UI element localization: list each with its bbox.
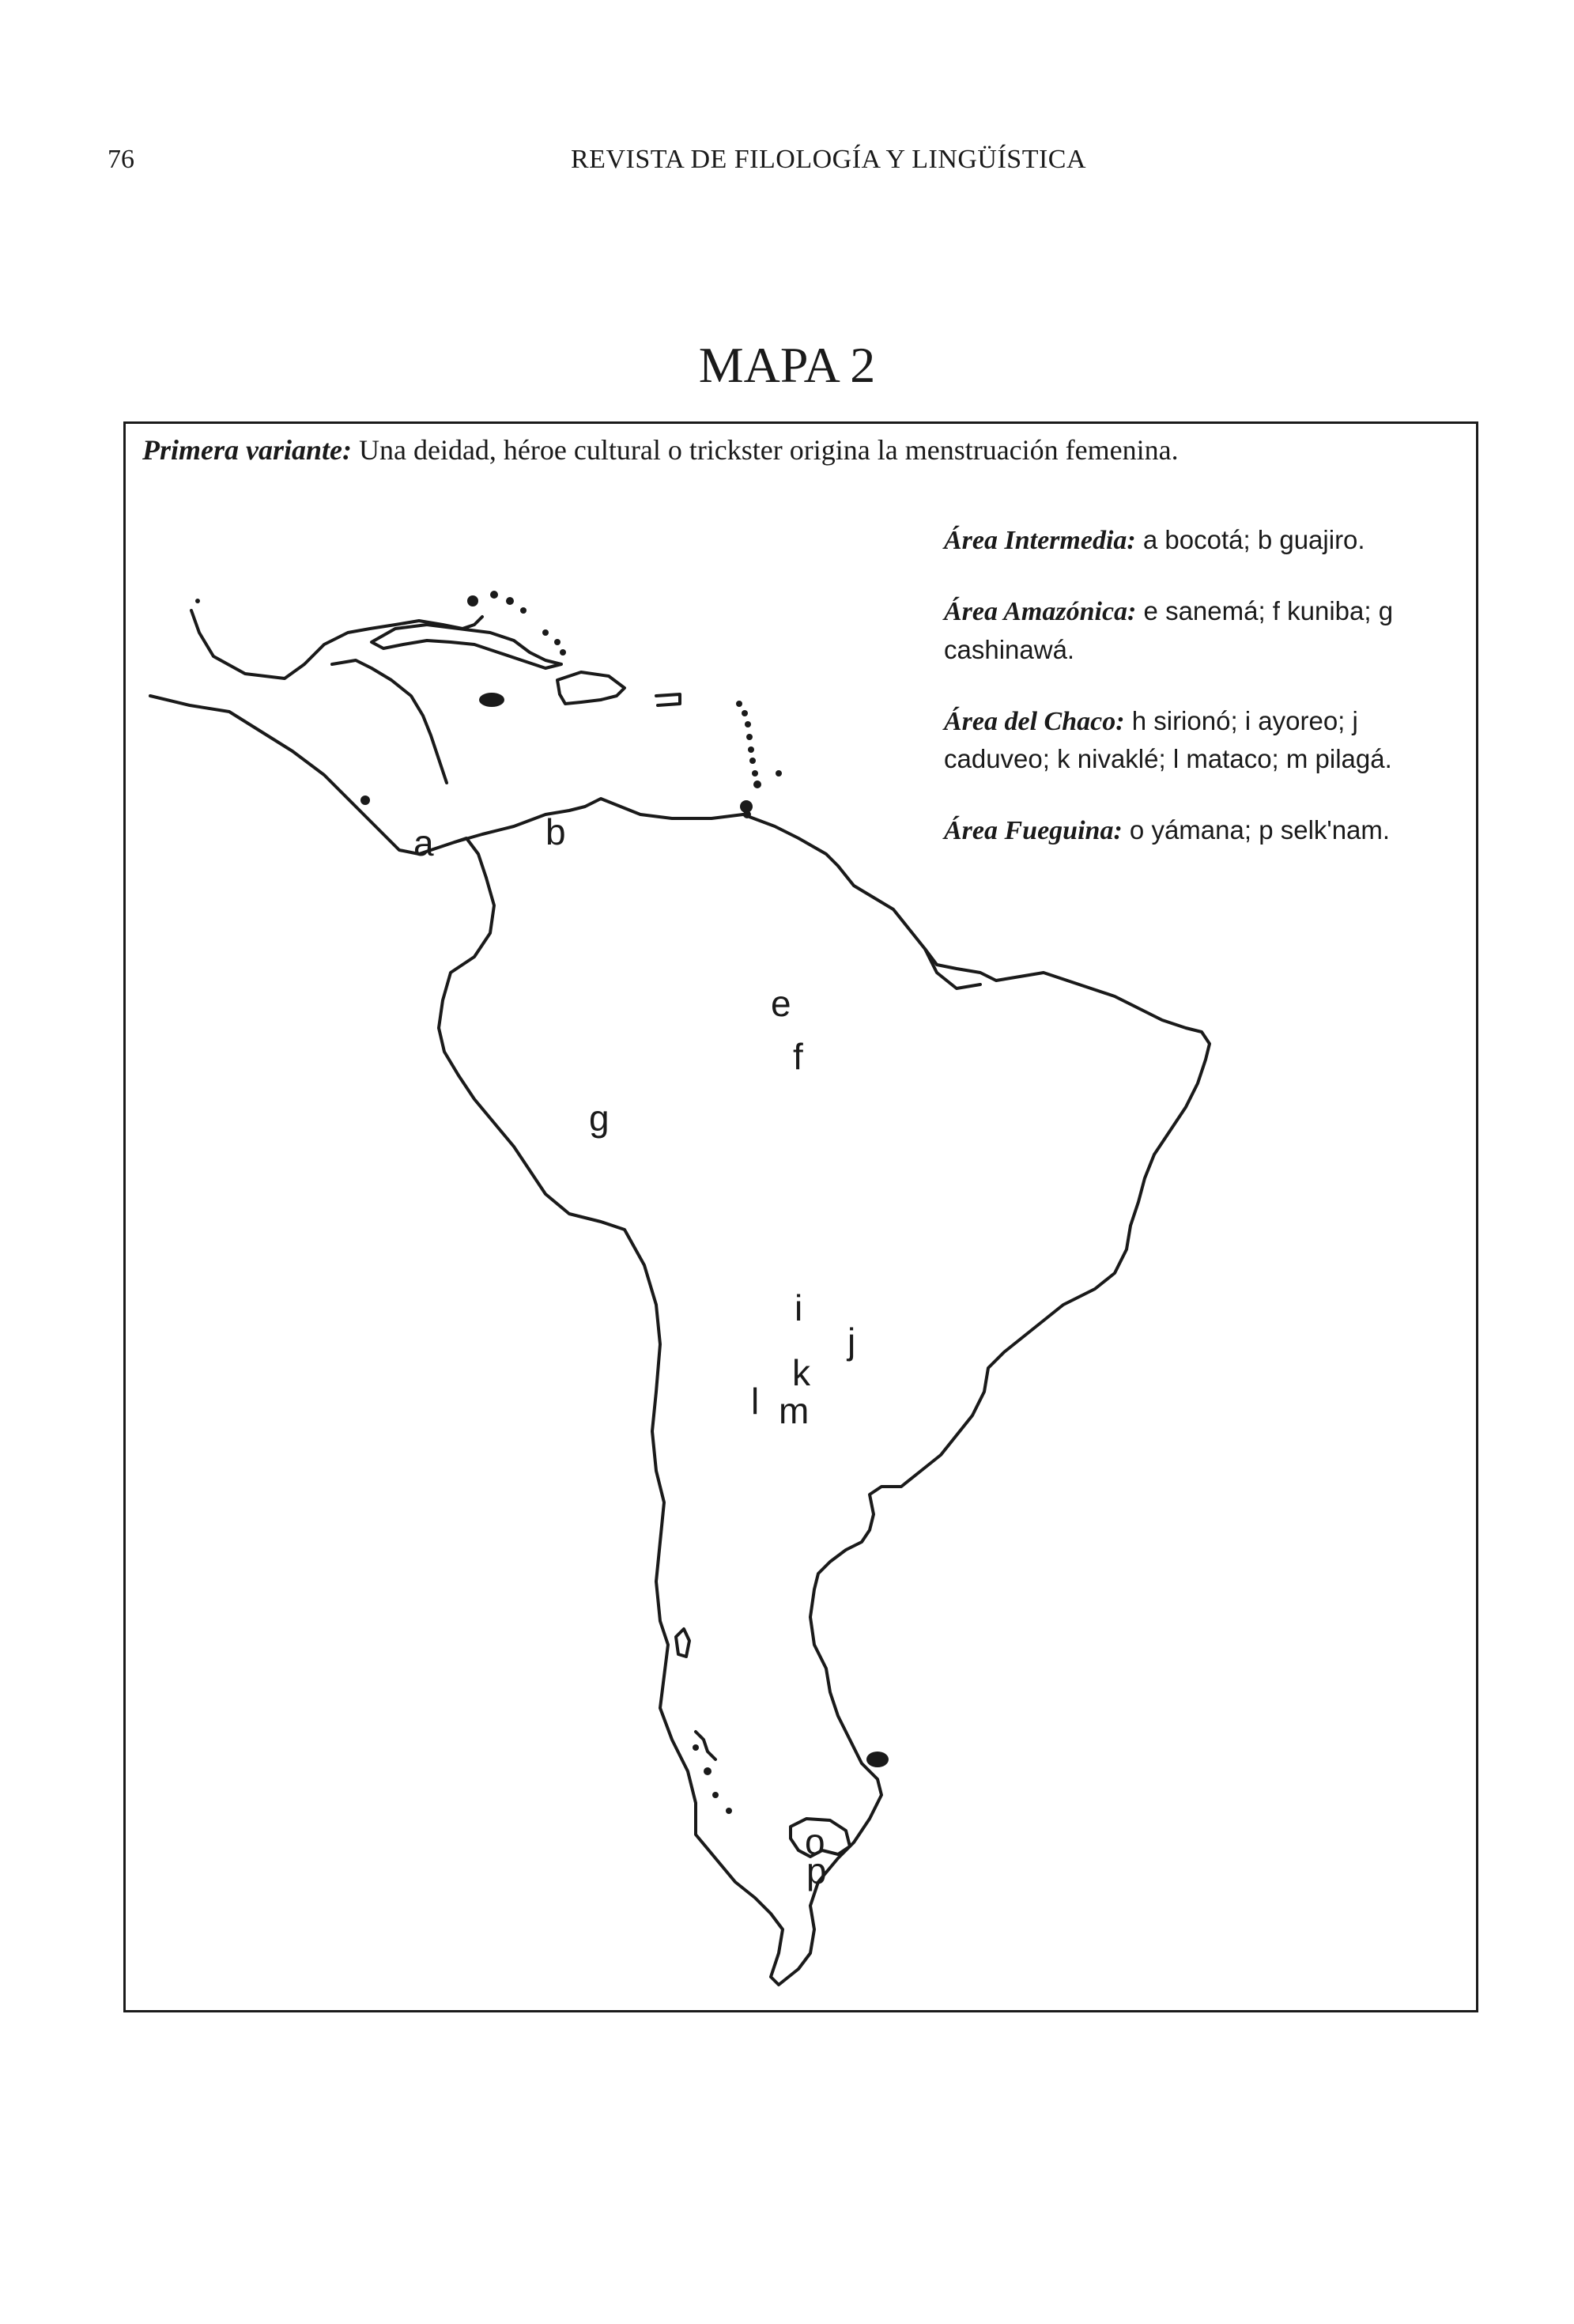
legend-area-name: Área Fueguina: xyxy=(944,816,1123,846)
antilles-island xyxy=(753,780,761,788)
legend-area-name: Área Intermedia: xyxy=(944,526,1136,555)
caribbean-coast xyxy=(455,799,838,866)
yucatan-coast xyxy=(332,660,447,783)
bahamas-island xyxy=(490,591,498,599)
antilles-island xyxy=(736,701,742,707)
map-label-b: b xyxy=(545,811,566,852)
bahamas-island xyxy=(560,649,566,656)
pacific-island xyxy=(360,795,370,805)
bahamas-island xyxy=(542,629,549,636)
map-caption xyxy=(142,433,1179,467)
chiloe-island xyxy=(676,1629,689,1657)
antilles-island xyxy=(745,721,751,727)
page-number: 76 xyxy=(108,145,134,174)
chilean-islet xyxy=(712,1792,719,1798)
legend-area-languages: h sirionó; i ayoreo; j caduveo; k nivaklé; l mataco; m pilagá. xyxy=(944,705,1392,774)
map-title: MAPA 2 xyxy=(698,337,876,393)
legend-entry xyxy=(944,703,1450,780)
map-label-o: o xyxy=(805,1821,825,1862)
map-label-l: l xyxy=(751,1381,760,1422)
legend-entry xyxy=(944,812,1450,850)
map-label-e: e xyxy=(771,983,791,1024)
antilles-island xyxy=(752,770,758,777)
bahamas-island xyxy=(467,595,478,607)
map-label-g: g xyxy=(589,1098,610,1139)
map-label-i: i xyxy=(795,1287,803,1328)
map-label-m: m xyxy=(779,1390,810,1431)
antilles-island xyxy=(748,746,754,753)
map-label-j: j xyxy=(847,1321,856,1362)
central-america-coast xyxy=(191,610,482,678)
map-label-f: f xyxy=(793,1036,803,1077)
cuba-island xyxy=(372,625,561,668)
puerto-rico-island xyxy=(656,694,680,705)
pacific-coast-central-america xyxy=(150,696,486,878)
antilles-island xyxy=(743,811,751,818)
hispaniola-island xyxy=(557,672,625,704)
jamaica-island xyxy=(479,693,504,707)
legend-entry xyxy=(944,593,1450,670)
caption-lead: Primera variante: xyxy=(142,434,352,466)
map-legend xyxy=(944,522,1450,884)
antilles-island xyxy=(746,734,753,740)
map-label-k: k xyxy=(792,1352,810,1393)
running-title: REVISTA DE FILOLOGÍA Y LINGÜÍSTICA xyxy=(571,145,1087,174)
chilean-islet xyxy=(726,1808,732,1814)
south-america-coast xyxy=(439,866,1210,1985)
legend-area-name: Área del Chaco: xyxy=(944,706,1125,736)
legend-area-languages: e sanemá; f kuniba; g cashinawá. xyxy=(944,596,1394,664)
caption-text: Una deidad, héroe cultural o trickster origina la menstruación femenina. xyxy=(351,434,1179,466)
legend-area-name: Área Amazónica: xyxy=(944,597,1137,627)
antilles-island xyxy=(742,710,748,716)
bahamas-island xyxy=(506,597,514,605)
falkland-islands xyxy=(866,1752,889,1767)
bahamas-island xyxy=(554,639,561,645)
chilean-islet xyxy=(693,1744,699,1751)
legend-area-languages: o yámana; p selk'nam. xyxy=(1122,815,1391,845)
antilles-island xyxy=(776,770,782,777)
chilean-islet xyxy=(704,1767,712,1775)
antilles-island xyxy=(749,758,756,764)
bahamas-island xyxy=(520,607,527,614)
southern-archipelago xyxy=(696,1732,715,1759)
map-label-a: a xyxy=(413,822,434,863)
small-islands xyxy=(195,591,889,1814)
small-mark xyxy=(195,599,200,603)
map-label-p: p xyxy=(806,1850,827,1891)
legend-entry xyxy=(944,522,1450,560)
legend-area-languages: a bocotá; b guajiro. xyxy=(1135,525,1365,554)
